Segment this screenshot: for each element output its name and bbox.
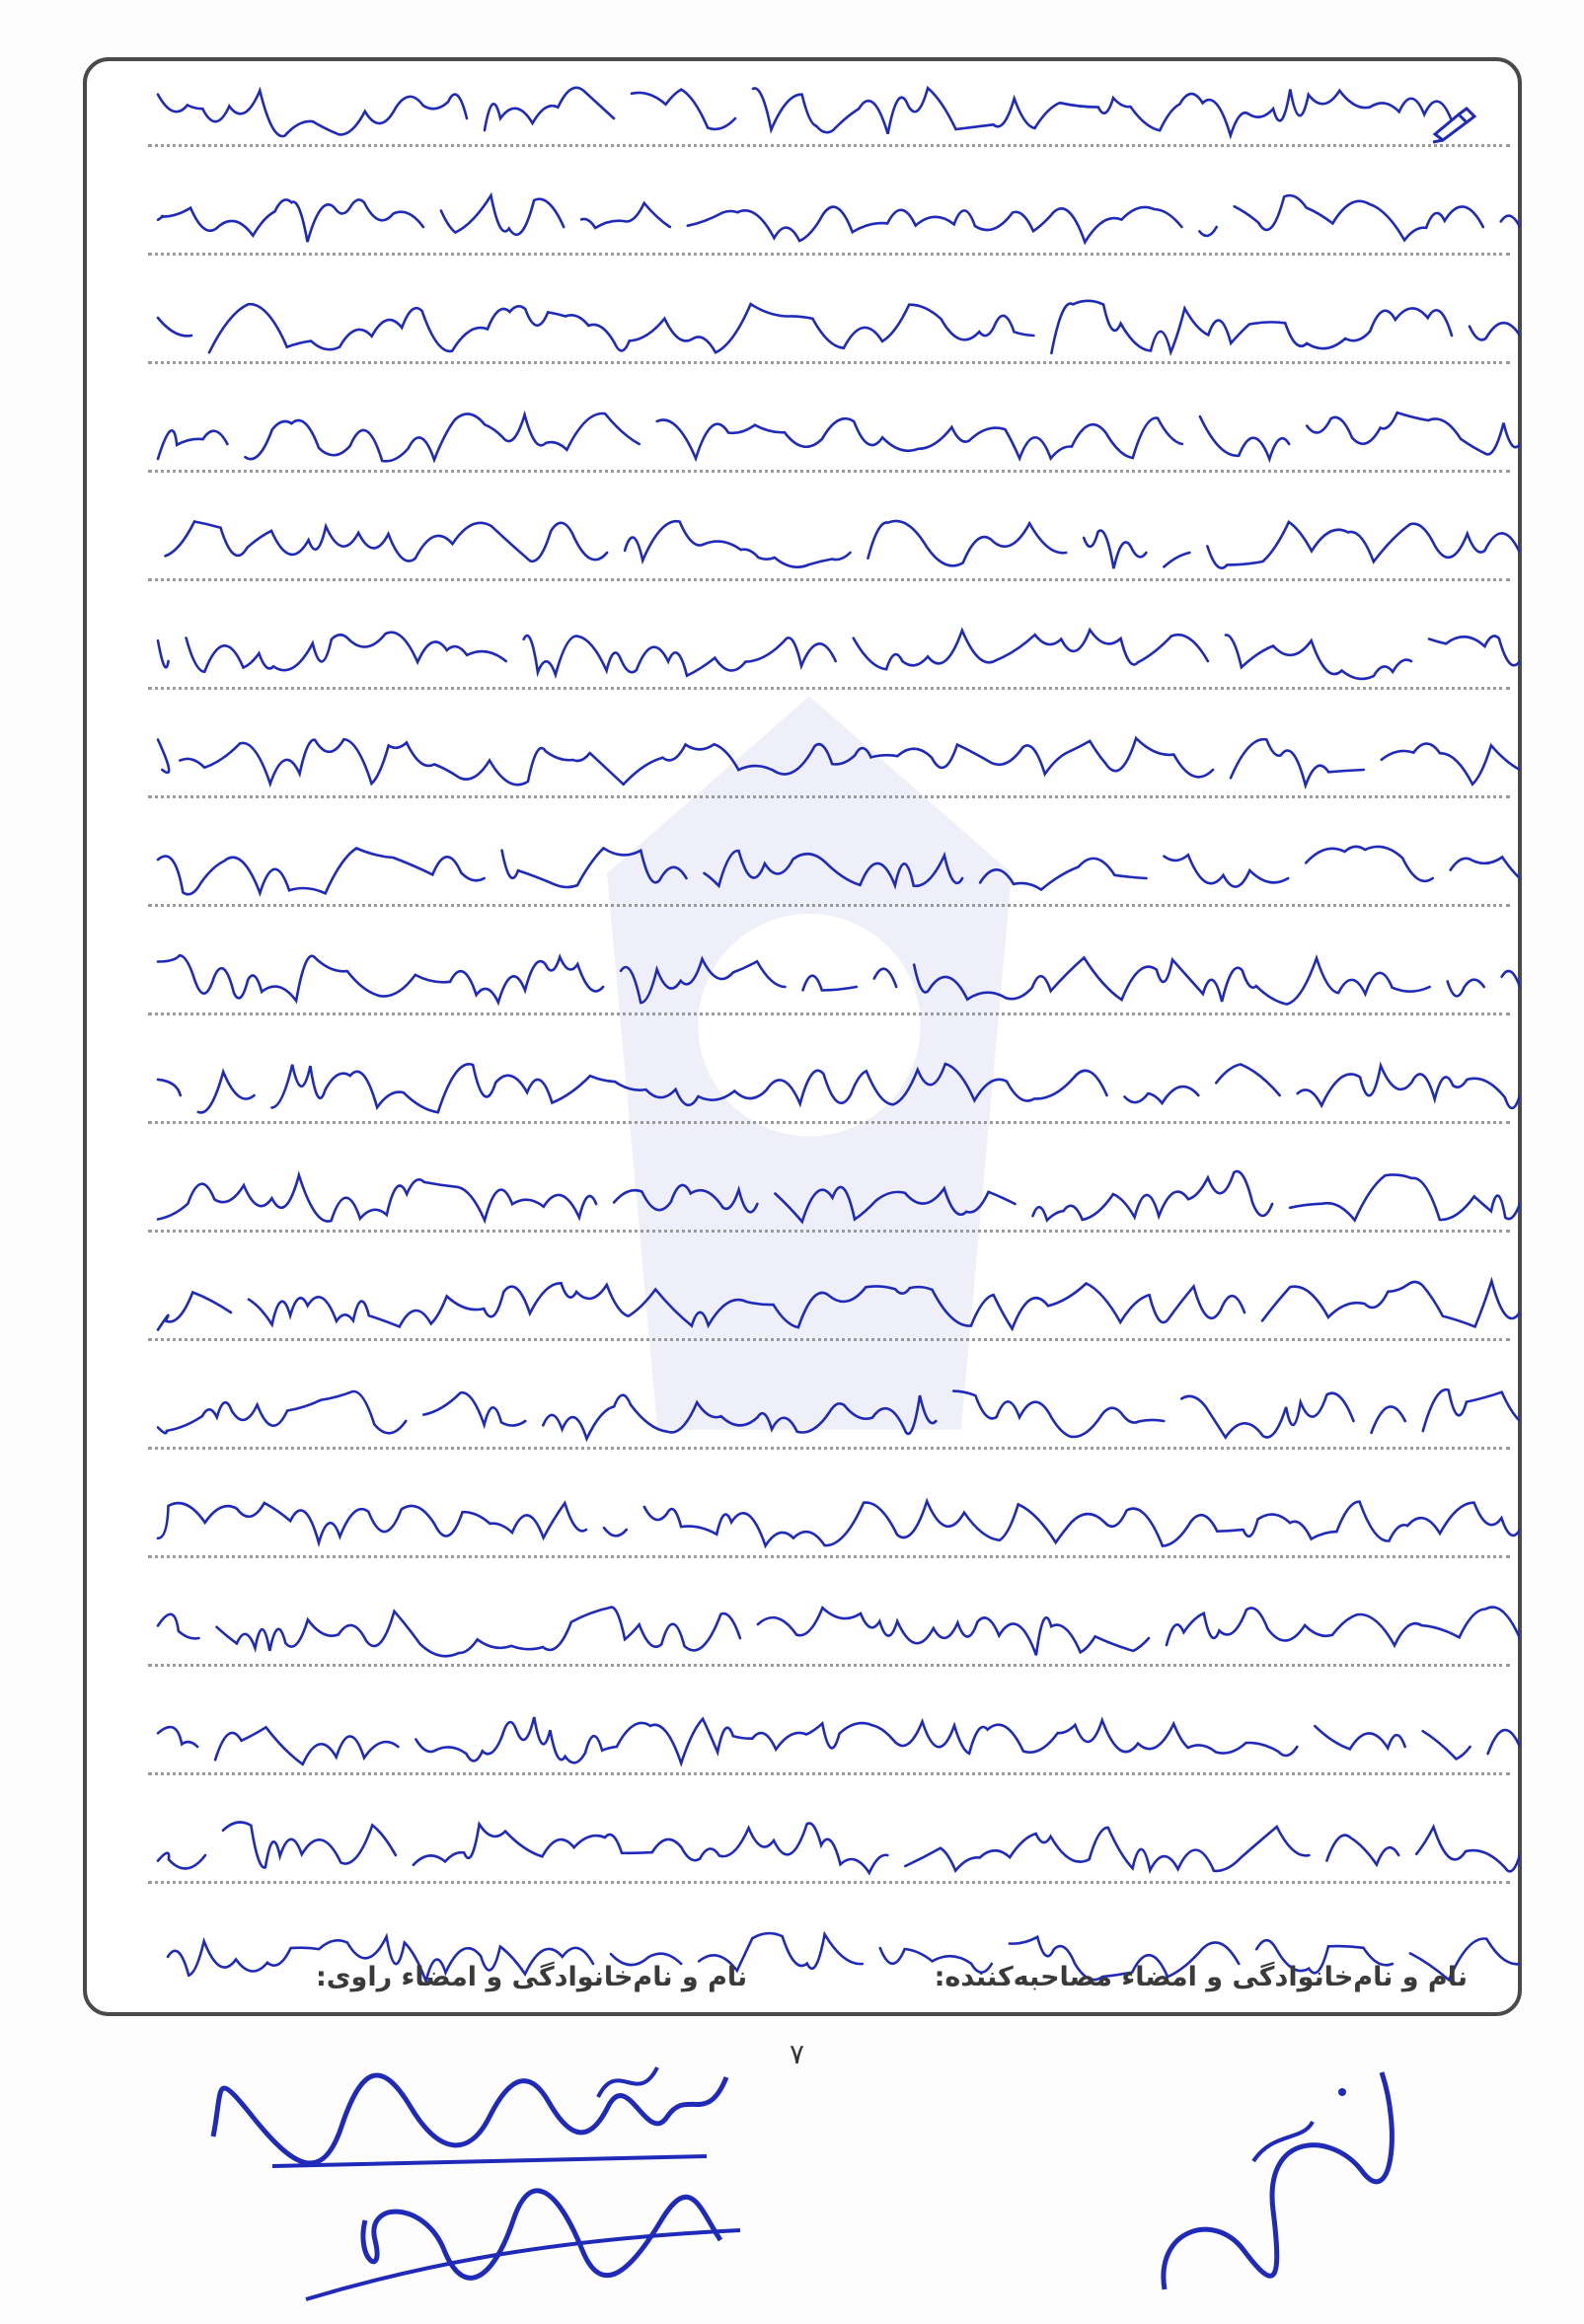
handwritten-line bbox=[148, 937, 1520, 1016]
page-number: ۷ bbox=[790, 2038, 805, 2070]
handwritten-line bbox=[148, 395, 1520, 474]
handwritten-line bbox=[148, 1372, 1520, 1451]
handwritten-line bbox=[148, 1480, 1520, 1559]
handwritten-line bbox=[148, 1589, 1520, 1668]
handwritten-line bbox=[148, 1155, 1520, 1234]
handwritten-line bbox=[148, 69, 1520, 148]
footer-narrator-label: نام و نام‌خانوادگی و امضاء راوی: bbox=[316, 1962, 748, 1992]
footer-interviewer-label: نام و نام‌خانوادگی و امضاء مصاحبه‌کننده: bbox=[934, 1962, 1468, 1992]
handwritten-line bbox=[148, 1263, 1520, 1342]
handwritten-line bbox=[148, 612, 1520, 691]
handwritten-line bbox=[148, 503, 1520, 582]
handwritten-line bbox=[148, 1046, 1520, 1125]
interviewer-signature bbox=[1135, 2013, 1431, 2309]
handwritten-line bbox=[148, 286, 1520, 365]
handwritten-line bbox=[148, 720, 1520, 799]
handwritten-line bbox=[148, 1697, 1520, 1776]
handwritten-line bbox=[148, 1806, 1520, 1885]
narrator-signature bbox=[286, 2181, 760, 2309]
handwritten-line bbox=[148, 178, 1520, 257]
handwritten-line bbox=[148, 829, 1520, 908]
